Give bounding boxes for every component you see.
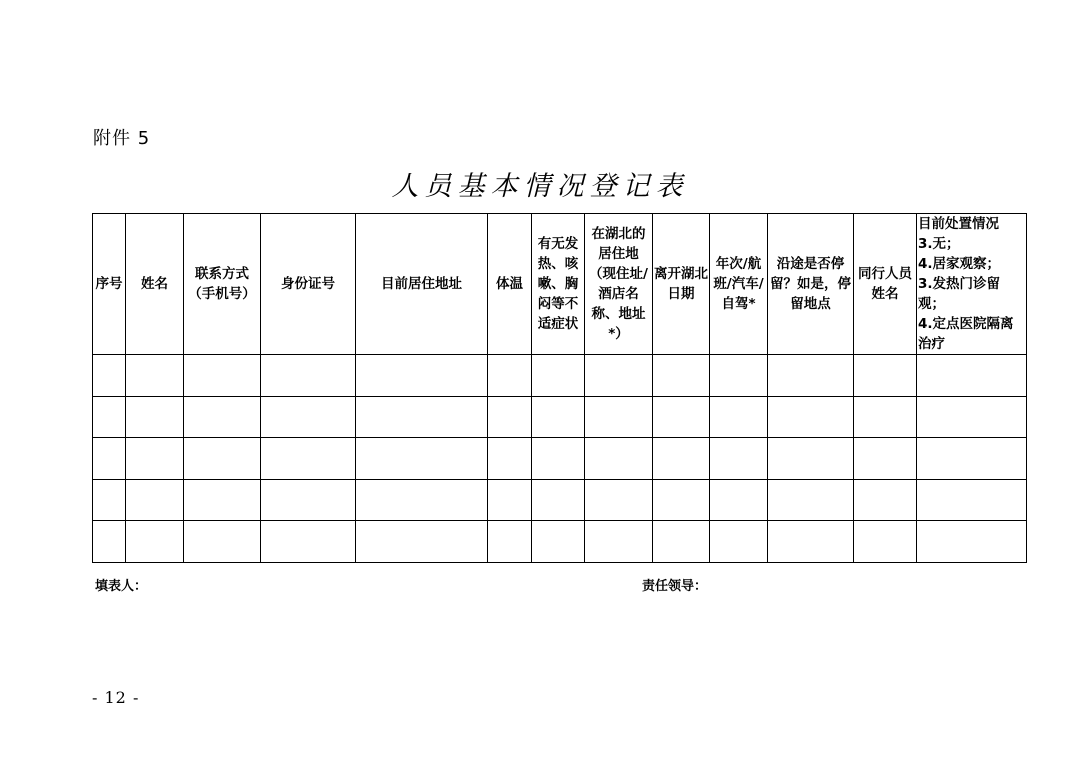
table-cell[interactable]	[261, 438, 356, 480]
table-cell[interactable]	[653, 521, 710, 563]
table-cell[interactable]	[854, 521, 917, 563]
table-cell[interactable]	[184, 396, 261, 438]
table-cell[interactable]	[356, 438, 488, 480]
table-cell[interactable]	[917, 438, 1027, 480]
column-header: 联系方式（手机号）	[184, 214, 261, 355]
table-row	[93, 479, 1027, 521]
table-cell[interactable]	[585, 479, 653, 521]
table-cell[interactable]	[710, 396, 768, 438]
disposition-option: 4.定点医院隔离治疗	[918, 316, 1014, 352]
leader-label: 责任领导：	[642, 579, 708, 594]
table-cell[interactable]	[585, 355, 653, 397]
registration-table	[92, 213, 1027, 563]
table-cell[interactable]	[356, 479, 488, 521]
column-header: 序号	[93, 214, 126, 355]
column-header: 在湖北的居住地（现住址/酒店名称、地址*）	[585, 214, 653, 355]
table-cell[interactable]	[356, 521, 488, 563]
table-cell[interactable]	[854, 438, 917, 480]
table-row	[93, 521, 1027, 563]
table-cell[interactable]	[768, 396, 854, 438]
table-cell[interactable]	[653, 396, 710, 438]
table-cell[interactable]	[653, 438, 710, 480]
table-cell[interactable]	[532, 521, 585, 563]
column-header: 目前居住地址	[356, 214, 488, 355]
table-cell[interactable]	[488, 396, 532, 438]
table-cell[interactable]	[126, 396, 184, 438]
table-cell[interactable]	[488, 521, 532, 563]
column-header: 同行人员姓名	[854, 214, 917, 355]
table-cell[interactable]	[93, 479, 126, 521]
column-header: 沿途是否停留？如是，停留地点	[768, 214, 854, 355]
table-cell[interactable]	[585, 521, 653, 563]
table-cell[interactable]	[585, 396, 653, 438]
table-cell[interactable]	[710, 479, 768, 521]
table-cell[interactable]	[261, 521, 356, 563]
table-cell[interactable]	[126, 479, 184, 521]
table-cell[interactable]	[710, 438, 768, 480]
column-header: 体温	[488, 214, 532, 355]
table-cell[interactable]	[768, 355, 854, 397]
table-cell[interactable]	[184, 438, 261, 480]
table-body	[93, 355, 1027, 563]
header-row	[93, 214, 1027, 355]
table-row	[93, 438, 1027, 480]
table-cell[interactable]	[917, 521, 1027, 563]
table-row	[93, 396, 1027, 438]
table-cell[interactable]	[532, 396, 585, 438]
page-number: - 12 -	[92, 688, 140, 707]
disposition-option: 3.发热门诊留观；	[918, 276, 1001, 312]
disposition-title: 目前处置情况	[918, 216, 999, 232]
table-cell[interactable]	[126, 355, 184, 397]
table-cell[interactable]	[768, 521, 854, 563]
column-header: 离开湖北日期	[653, 214, 710, 355]
column-header: 身份证号	[261, 214, 356, 355]
table-cell[interactable]	[93, 355, 126, 397]
table-cell[interactable]	[917, 355, 1027, 397]
filler-label: 填表人：	[95, 579, 148, 594]
table-cell[interactable]	[93, 438, 126, 480]
table-cell[interactable]	[261, 396, 356, 438]
table-cell[interactable]	[488, 479, 532, 521]
table-cell[interactable]	[768, 438, 854, 480]
table-cell[interactable]	[126, 521, 184, 563]
table-row	[93, 355, 1027, 397]
table-cell[interactable]	[126, 438, 184, 480]
table-cell[interactable]	[261, 479, 356, 521]
table-cell[interactable]	[768, 479, 854, 521]
disposition-option: 3.无；	[918, 236, 960, 252]
disposition-option: 4.居家观察；	[918, 256, 1001, 272]
table-cell[interactable]	[356, 396, 488, 438]
column-header: 姓名	[126, 214, 184, 355]
table-cell[interactable]	[917, 479, 1027, 521]
table-cell[interactable]	[532, 479, 585, 521]
table-cell[interactable]	[488, 438, 532, 480]
table-cell[interactable]	[356, 355, 488, 397]
table-cell[interactable]	[710, 355, 768, 397]
table-cell[interactable]	[710, 521, 768, 563]
table-cell[interactable]	[854, 396, 917, 438]
attachment-label: 附件 5	[93, 128, 151, 149]
table-cell[interactable]	[917, 396, 1027, 438]
table-cell[interactable]	[184, 479, 261, 521]
table-cell[interactable]	[261, 355, 356, 397]
table-cell[interactable]	[532, 438, 585, 480]
table-cell[interactable]	[854, 355, 917, 397]
table-cell[interactable]	[653, 479, 710, 521]
table-cell[interactable]	[184, 521, 261, 563]
table-cell[interactable]	[488, 355, 532, 397]
table-cell[interactable]	[93, 521, 126, 563]
form-title: 人员基本情况登记表	[391, 171, 689, 202]
table-cell[interactable]	[854, 479, 917, 521]
table-cell[interactable]	[653, 355, 710, 397]
column-header: 年次/航班/汽车/自驾*	[710, 214, 768, 355]
table-cell[interactable]	[585, 438, 653, 480]
column-header: 有无发热、咳嗽、胸闷等不适症状	[532, 214, 585, 355]
table-cell[interactable]	[184, 355, 261, 397]
table-cell[interactable]	[532, 355, 585, 397]
table-cell[interactable]	[93, 396, 126, 438]
column-header-disposition	[917, 214, 1027, 355]
